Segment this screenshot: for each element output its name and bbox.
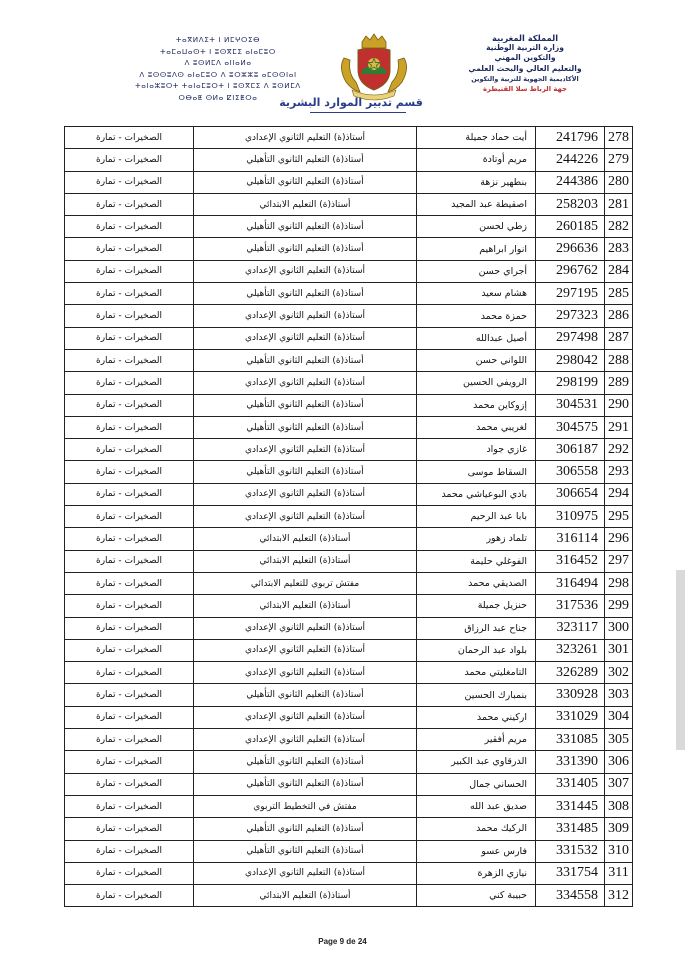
region-cell: الصخيرات - تمارة bbox=[65, 238, 194, 260]
row-number-cell: 304 bbox=[605, 706, 633, 728]
region-cell: الصخيرات - تمارة bbox=[65, 662, 194, 684]
name-cell: إزوكاين محمد bbox=[417, 394, 536, 416]
grade-cell: أستاذ(ة) التعليم الثانوي التأهيلي bbox=[194, 751, 417, 773]
region-cell: الصخيرات - تمارة bbox=[65, 885, 194, 907]
row-number-cell: 288 bbox=[605, 349, 633, 371]
name-cell: الركيك محمد bbox=[417, 818, 536, 840]
region-cell: الصخيرات - تمارة bbox=[65, 327, 194, 349]
row-number-cell: 298 bbox=[605, 572, 633, 594]
name-cell: انوار ابراهيم bbox=[417, 238, 536, 260]
grade-cell: أستاذ(ة) التعليم الثانوي الإعدادي bbox=[194, 662, 417, 684]
employee-id-cell: 331485 bbox=[536, 818, 605, 840]
row-number-cell: 281 bbox=[605, 193, 633, 215]
grade-cell: مفتش في التخطيط التربوي bbox=[194, 795, 417, 817]
table-row bbox=[65, 506, 633, 528]
name-cell: صديق عبد الله bbox=[417, 795, 536, 817]
row-number-cell: 280 bbox=[605, 171, 633, 193]
row-number-cell: 300 bbox=[605, 617, 633, 639]
row-number-cell: 309 bbox=[605, 818, 633, 840]
employee-id-cell: 331445 bbox=[536, 795, 605, 817]
row-number-cell: 285 bbox=[605, 283, 633, 305]
name-cell: الرويفي الحسين bbox=[417, 372, 536, 394]
name-cell: جناح عبد الرزاق bbox=[417, 617, 536, 639]
row-number-cell: 283 bbox=[605, 238, 633, 260]
region-cell: الصخيرات - تمارة bbox=[65, 416, 194, 438]
tifinagh-line: ⵜⴰⵎⴰⵡⴰⵙⵜ ⵏ ⵓⵙⴳⵎⵉ ⴰⵏⴰⵎⵓⵔ bbox=[160, 46, 276, 56]
employee-id-cell: 323117 bbox=[536, 617, 605, 639]
staff-table bbox=[64, 126, 633, 907]
table-row bbox=[65, 595, 633, 617]
region-cell: الصخيرات - تمارة bbox=[65, 349, 194, 371]
table-row bbox=[65, 885, 633, 907]
region-cell: الصخيرات - تمارة bbox=[65, 372, 194, 394]
name-cell: بابا عبد الرحيم bbox=[417, 506, 536, 528]
region-cell: الصخيرات - تمارة bbox=[65, 260, 194, 282]
row-number-cell: 292 bbox=[605, 439, 633, 461]
table-row bbox=[65, 283, 633, 305]
region-cell: الصخيرات - تمارة bbox=[65, 439, 194, 461]
grade-cell: أستاذ(ة) التعليم الثانوي الإعدادي bbox=[194, 127, 417, 149]
name-cell: لغريبي محمد bbox=[417, 416, 536, 438]
region-cell: الصخيرات - تمارة bbox=[65, 773, 194, 795]
name-cell: حمزة محمد bbox=[417, 305, 536, 327]
employee-id-cell: 306654 bbox=[536, 483, 605, 505]
employee-id-cell: 331405 bbox=[536, 773, 605, 795]
region-cell: الصخيرات - تمارة bbox=[65, 595, 194, 617]
name-cell: اللواني حسن bbox=[417, 349, 536, 371]
row-number-cell: 278 bbox=[605, 127, 633, 149]
row-number-cell: 289 bbox=[605, 372, 633, 394]
table-row bbox=[65, 617, 633, 639]
row-number-cell: 299 bbox=[605, 595, 633, 617]
table-row bbox=[65, 862, 633, 884]
tifinagh-line: ⴷ ⵓⵙⵍⵎⴷ ⴰⵏⵏⴰⵍⴰ bbox=[184, 58, 252, 67]
grade-cell: أستاذ(ة) التعليم الابتدائي bbox=[194, 528, 417, 550]
grade-cell: أستاذ(ة) التعليم الثانوي التأهيلي bbox=[194, 773, 417, 795]
name-cell: مريم أفقير bbox=[417, 729, 536, 751]
row-number-cell: 301 bbox=[605, 639, 633, 661]
name-cell: التامغليتي محمد bbox=[417, 662, 536, 684]
grade-cell: أستاذ(ة) التعليم الثانوي التأهيلي bbox=[194, 684, 417, 706]
arabic-header-line: والتكوين المهني bbox=[494, 53, 556, 63]
table-row bbox=[65, 483, 633, 505]
row-number-cell: 295 bbox=[605, 506, 633, 528]
table-row bbox=[65, 127, 633, 149]
name-cell: الدرقاوي عبد الكبير bbox=[417, 751, 536, 773]
grade-cell: أستاذ(ة) التعليم الثانوي الإعدادي bbox=[194, 617, 417, 639]
region-cell: الصخيرات - تمارة bbox=[65, 729, 194, 751]
table-row bbox=[65, 260, 633, 282]
region-cell: الصخيرات - تمارة bbox=[65, 506, 194, 528]
table-row bbox=[65, 684, 633, 706]
table-row bbox=[65, 662, 633, 684]
name-cell: الفوغلي حليمة bbox=[417, 550, 536, 572]
row-number-cell: 279 bbox=[605, 149, 633, 171]
employee-id-cell: 296636 bbox=[536, 238, 605, 260]
region-cell: الصخيرات - تمارة bbox=[65, 684, 194, 706]
grade-cell: أستاذ(ة) التعليم الثانوي التأهيلي bbox=[194, 394, 417, 416]
name-cell: أجراي حسن bbox=[417, 260, 536, 282]
name-cell: غازي جواد bbox=[417, 439, 536, 461]
employee-id-cell: 330928 bbox=[536, 684, 605, 706]
region-cell: الصخيرات - تمارة bbox=[65, 483, 194, 505]
document-header bbox=[0, 0, 685, 122]
grade-cell: أستاذ(ة) التعليم الثانوي الإعدادي bbox=[194, 327, 417, 349]
employee-id-cell: 296762 bbox=[536, 260, 605, 282]
employee-id-cell: 297195 bbox=[536, 283, 605, 305]
staff-table-body bbox=[65, 127, 633, 907]
region-cell: الصخيرات - تمارة bbox=[65, 283, 194, 305]
grade-cell: أستاذ(ة) التعليم الثانوي التأهيلي bbox=[194, 461, 417, 483]
region-cell: الصخيرات - تمارة bbox=[65, 639, 194, 661]
tifinagh-line: ⵜⴰⴳⵍⴷⵉⵜ ⵏ ⵍⵎⵖⵔⵉⴱ bbox=[175, 35, 261, 44]
row-number-cell: 308 bbox=[605, 795, 633, 817]
employee-id-cell: 331029 bbox=[536, 706, 605, 728]
employee-id-cell: 260185 bbox=[536, 216, 605, 238]
employee-id-cell: 316452 bbox=[536, 550, 605, 572]
table-row bbox=[65, 840, 633, 862]
employee-id-cell: 306187 bbox=[536, 439, 605, 461]
table-row bbox=[65, 149, 633, 171]
arabic-header-line: الأكاديمية الجهوية للتربية والتكوين bbox=[471, 74, 579, 83]
table-row bbox=[65, 773, 633, 795]
employee-id-cell: 241796 bbox=[536, 127, 605, 149]
arabic-header-line: جهة الرباط سلا القنيطرة bbox=[483, 85, 567, 94]
employee-id-cell: 258203 bbox=[536, 193, 605, 215]
region-cell: الصخيرات - تمارة bbox=[65, 394, 194, 416]
region-cell: الصخيرات - تمارة bbox=[65, 862, 194, 884]
row-number-cell: 311 bbox=[605, 862, 633, 884]
page-edge-shadow bbox=[676, 570, 685, 750]
region-cell: الصخيرات - تمارة bbox=[65, 572, 194, 594]
table-row bbox=[65, 394, 633, 416]
grade-cell: أستاذ(ة) التعليم الثانوي التأهيلي bbox=[194, 349, 417, 371]
table-row bbox=[65, 639, 633, 661]
row-number-cell: 306 bbox=[605, 751, 633, 773]
employee-id-cell: 331390 bbox=[536, 751, 605, 773]
grade-cell: أستاذ(ة) التعليم الثانوي التأهيلي bbox=[194, 416, 417, 438]
employee-id-cell: 331085 bbox=[536, 729, 605, 751]
grade-cell: أستاذ(ة) التعليم الثانوي التأهيلي bbox=[194, 149, 417, 171]
arabic-ministry-block bbox=[430, 33, 620, 94]
name-cell: الحساني جمال bbox=[417, 773, 536, 795]
name-cell: تلماد زهور bbox=[417, 528, 536, 550]
table-row bbox=[65, 416, 633, 438]
grade-cell: أستاذ(ة) التعليم الثانوي الإعدادي bbox=[194, 706, 417, 728]
table-row bbox=[65, 171, 633, 193]
region-cell: الصخيرات - تمارة bbox=[65, 216, 194, 238]
employee-id-cell: 297323 bbox=[536, 305, 605, 327]
employee-id-cell: 297498 bbox=[536, 327, 605, 349]
region-cell: الصخيرات - تمارة bbox=[65, 818, 194, 840]
region-cell: الصخيرات - تمارة bbox=[65, 127, 194, 149]
name-cell: زطي لحسن bbox=[417, 216, 536, 238]
name-cell: فارس عسو bbox=[417, 840, 536, 862]
grade-cell: أستاذ(ة) التعليم الثانوي التأهيلي bbox=[194, 216, 417, 238]
table-row bbox=[65, 349, 633, 371]
grade-cell: أستاذ(ة) التعليم الثانوي التأهيلي bbox=[194, 818, 417, 840]
grade-cell: أستاذ(ة) التعليم الثانوي التأهيلي bbox=[194, 238, 417, 260]
grade-cell: أستاذ(ة) التعليم الثانوي الإعدادي bbox=[194, 729, 417, 751]
name-cell: مريم أوتادة bbox=[417, 149, 536, 171]
region-cell: الصخيرات - تمارة bbox=[65, 461, 194, 483]
grade-cell: أستاذ(ة) التعليم الابتدائي bbox=[194, 885, 417, 907]
name-cell: أصيل عبدالله bbox=[417, 327, 536, 349]
row-number-cell: 310 bbox=[605, 840, 633, 862]
name-cell: هشام سعيد bbox=[417, 283, 536, 305]
name-cell: بلواد عبد الرحمان bbox=[417, 639, 536, 661]
grade-cell: أستاذ(ة) التعليم الثانوي الإعدادي bbox=[194, 260, 417, 282]
tifinagh-line: ⵔⴱⴰⵟ ⵙⵍⴰ ⵇⵏⵉⵟⵔⴰ bbox=[178, 92, 258, 102]
table-row bbox=[65, 439, 633, 461]
name-cell: اصقيطة عبد المجيد bbox=[417, 193, 536, 215]
name-cell: اركيني محمد bbox=[417, 706, 536, 728]
employee-id-cell: 334558 bbox=[536, 885, 605, 907]
name-cell: حنزيل جميلة bbox=[417, 595, 536, 617]
employee-id-cell: 326289 bbox=[536, 662, 605, 684]
name-cell: بنمبارك الحسين bbox=[417, 684, 536, 706]
table-row bbox=[65, 528, 633, 550]
department-title: قسم تدبير الموارد البشرية bbox=[279, 96, 423, 109]
employee-id-cell: 331532 bbox=[536, 840, 605, 862]
tifinagh-line: ⴷ ⵓⵙⵙⵓⴷⵙ ⴰⵏⴰⵎⵓⵔ ⴷ ⵓⵔⵣⵣⵓ ⴰⵎⵙⵙⵏⴰⵏ bbox=[139, 69, 297, 79]
grade-cell: أستاذ(ة) التعليم الابتدائي bbox=[194, 193, 417, 215]
employee-id-cell: 304531 bbox=[536, 394, 605, 416]
region-cell: الصخيرات - تمارة bbox=[65, 840, 194, 862]
employee-id-cell: 306558 bbox=[536, 461, 605, 483]
name-cell: حبيبة كني bbox=[417, 885, 536, 907]
employee-id-cell: 331754 bbox=[536, 862, 605, 884]
grade-cell: أستاذ(ة) التعليم الثانوي التأهيلي bbox=[194, 283, 417, 305]
table-row bbox=[65, 461, 633, 483]
table-row bbox=[65, 238, 633, 260]
row-number-cell: 294 bbox=[605, 483, 633, 505]
row-number-cell: 303 bbox=[605, 684, 633, 706]
page-number: Page 9 de 24 bbox=[318, 937, 367, 946]
grade-cell: أستاذ(ة) التعليم الثانوي التأهيلي bbox=[194, 840, 417, 862]
grade-cell: أستاذ(ة) التعليم الثانوي الإعدادي bbox=[194, 305, 417, 327]
region-cell: الصخيرات - تمارة bbox=[65, 171, 194, 193]
table-row bbox=[65, 795, 633, 817]
arabic-header-line: المملكة المغربية bbox=[491, 33, 559, 43]
region-cell: الصخيرات - تمارة bbox=[65, 305, 194, 327]
row-number-cell: 305 bbox=[605, 729, 633, 751]
employee-id-cell: 316114 bbox=[536, 528, 605, 550]
grade-cell: مفتش تربوي للتعليم الابتدائي bbox=[194, 572, 417, 594]
region-cell: الصخيرات - تمارة bbox=[65, 528, 194, 550]
employee-id-cell: 317536 bbox=[536, 595, 605, 617]
row-number-cell: 286 bbox=[605, 305, 633, 327]
tifinagh-ministry-block bbox=[118, 34, 318, 103]
row-number-cell: 297 bbox=[605, 550, 633, 572]
name-cell: بنطهير نزهة bbox=[417, 171, 536, 193]
arabic-header-line: والتعليم العالي والبحث العلمي bbox=[468, 63, 582, 73]
row-number-cell: 307 bbox=[605, 773, 633, 795]
region-cell: الصخيرات - تمارة bbox=[65, 795, 194, 817]
department-underline bbox=[310, 112, 406, 113]
region-cell: الصخيرات - تمارة bbox=[65, 617, 194, 639]
grade-cell: أستاذ(ة) التعليم الثانوي الإعدادي bbox=[194, 862, 417, 884]
table-row bbox=[65, 550, 633, 572]
region-cell: الصخيرات - تمارة bbox=[65, 550, 194, 572]
name-cell: أيت حماد جميلة bbox=[417, 127, 536, 149]
table-row bbox=[65, 327, 633, 349]
row-number-cell: 293 bbox=[605, 461, 633, 483]
table-row bbox=[65, 706, 633, 728]
grade-cell: أستاذ(ة) التعليم الثانوي الإعدادي bbox=[194, 439, 417, 461]
grade-cell: أستاذ(ة) التعليم الابتدائي bbox=[194, 595, 417, 617]
employee-id-cell: 304575 bbox=[536, 416, 605, 438]
table-row bbox=[65, 216, 633, 238]
name-cell: الصديقي محمد bbox=[417, 572, 536, 594]
region-cell: الصخيرات - تمارة bbox=[65, 706, 194, 728]
tifinagh-line: ⵜⴰⵏⴰⵣⵓⵔⵜ ⵜⴰⵏⴰⵎⵓⵔⵜ ⵏ ⵓⵙⴳⵎⵉ ⴷ ⵓⵙⵍⵎⴷ bbox=[135, 81, 301, 90]
table-row bbox=[65, 818, 633, 840]
name-cell: السقاط موسى bbox=[417, 461, 536, 483]
row-number-cell: 302 bbox=[605, 662, 633, 684]
row-number-cell: 312 bbox=[605, 885, 633, 907]
name-cell: بادي البوعياشي محمد bbox=[417, 483, 536, 505]
employee-id-cell: 244386 bbox=[536, 171, 605, 193]
grade-cell: أستاذ(ة) التعليم الثانوي الإعدادي bbox=[194, 506, 417, 528]
region-cell: الصخيرات - تمارة bbox=[65, 149, 194, 171]
moroccan-coat-of-arms-icon bbox=[322, 28, 426, 102]
table-row bbox=[65, 305, 633, 327]
grade-cell: أستاذ(ة) التعليم الثانوي الإعدادي bbox=[194, 483, 417, 505]
row-number-cell: 282 bbox=[605, 216, 633, 238]
row-number-cell: 284 bbox=[605, 260, 633, 282]
employee-id-cell: 298042 bbox=[536, 349, 605, 371]
row-number-cell: 291 bbox=[605, 416, 633, 438]
table-row bbox=[65, 729, 633, 751]
table-row bbox=[65, 372, 633, 394]
grade-cell: أستاذ(ة) التعليم الثانوي الإعدادي bbox=[194, 372, 417, 394]
employee-id-cell: 298199 bbox=[536, 372, 605, 394]
table-row bbox=[65, 572, 633, 594]
employee-id-cell: 316494 bbox=[536, 572, 605, 594]
row-number-cell: 290 bbox=[605, 394, 633, 416]
table-row bbox=[65, 193, 633, 215]
name-cell: نيازي الزهرة bbox=[417, 862, 536, 884]
table-row bbox=[65, 751, 633, 773]
region-cell: الصخيرات - تمارة bbox=[65, 193, 194, 215]
row-number-cell: 287 bbox=[605, 327, 633, 349]
grade-cell: أستاذ(ة) التعليم الثانوي التأهيلي bbox=[194, 171, 417, 193]
row-number-cell: 296 bbox=[605, 528, 633, 550]
grade-cell: أستاذ(ة) التعليم الثانوي الإعدادي bbox=[194, 639, 417, 661]
region-cell: الصخيرات - تمارة bbox=[65, 751, 194, 773]
arabic-header-line: وزارة التربية الوطنية bbox=[486, 43, 564, 53]
employee-id-cell: 244226 bbox=[536, 149, 605, 171]
employee-id-cell: 310975 bbox=[536, 506, 605, 528]
employee-id-cell: 323261 bbox=[536, 639, 605, 661]
grade-cell: أستاذ(ة) التعليم الابتدائي bbox=[194, 550, 417, 572]
